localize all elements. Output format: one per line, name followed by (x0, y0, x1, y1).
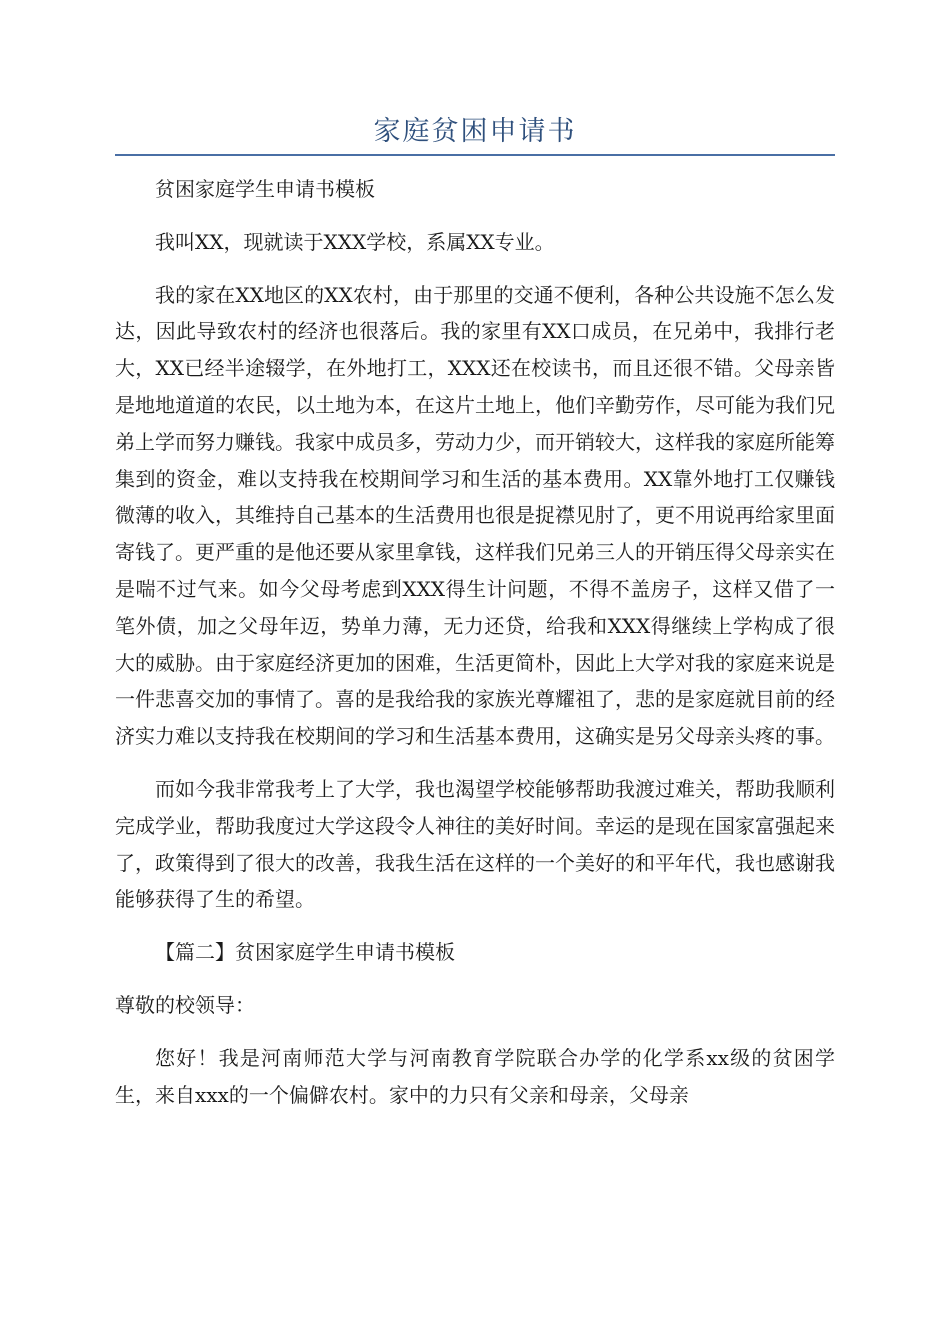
hope-paragraph: 而如今我非常我考上了大学，我也渴望学校能够帮助我渡过难关，帮助我顺利完成学业，帮助我度过大学这段令人神往的美好时间。幸运的是现在国家富强起来了，政策得到了很大的改善，我我生活在这样的一个美好的和平年代，我也感谢我能够获得了生的希望。 (115, 776, 835, 912)
document-title: 家庭贫困申请书 (373, 116, 577, 147)
family-situation-paragraph: 我的家在XX地区的XX农村，由于那里的交通不便利，各种公共设施不怎么发达，因此导致农村的经济也很落后。我的家里有XX口成员，在兄弟中，我排行老大，XX已经半途辍学，在外地打工，XXX还在校读书，而且还很不错。父母亲皆是地地道道的农民，以土地为本，在这片土地上，他们辛勤劳作，尽可能为我们兄弟上学而努力赚钱。我家中成员多，劳动力少，而开销较大，这样我的家庭所能筹集到的资金，难以支持我在校期间学习和生活的基本费用。XX靠外地打工仅赚钱微薄的收入，其维持自己基本的生活费用也很是捉襟见肘了，更不用说再给家里面寄钱了。更严重的是他还要从家里拿钱，这样我们兄弟三人的开销压得父母亲实在是喘不过气来。如今父母考虑到XXX得生计问题，不得不盖房子，这样又借了一笔外债，加之父母年迈，势单力薄，无力还贷，给我和XXX得继续上学构成了很大的威胁。由于家庭经济更加的困难，生活更简朴，因此上大学对我的家庭来说是一件悲喜交加的事情了。喜的是我给我的家族光尊耀祖了，悲的是家庭就目前的经济实力难以支持我在校期间的学习和生活基本费用，这确实是另父母亲头疼的事。 (115, 282, 835, 749)
document-body (115, 171, 835, 1113)
salutation: 尊敬的校领导： (115, 992, 255, 1017)
subtitle-paragraph: 贫困家庭学生申请书模板 (155, 177, 375, 201)
title-underline (115, 154, 835, 156)
section-two-heading: 【篇二】贫困家庭学生申请书模板 (155, 940, 455, 965)
letter-opening-paragraph: 您好！我是河南师范大学与河南教育学院联合办学的化学系xx级的贫困学生，来自xxx的一个偏僻农村。家中的力只有父亲和母亲，父母亲 (115, 1045, 835, 1107)
intro-paragraph: 我叫XX，现就读于XXX学校，系属XX专业。 (155, 229, 555, 254)
